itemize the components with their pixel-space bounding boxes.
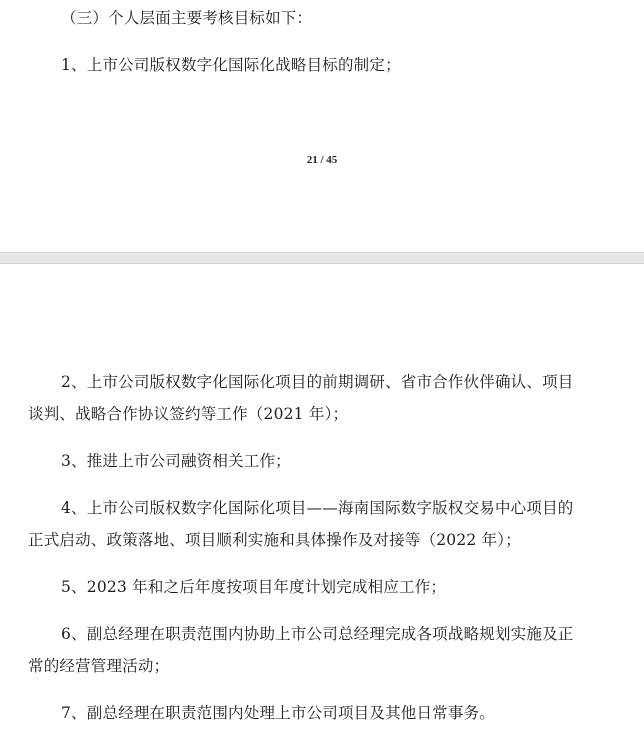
- list-item-6-line-1: 6、副总经理在职责范围内协助上市公司总经理完成各项战略规划实施及正: [61, 625, 574, 643]
- list-item-4-line-1: 4、上市公司版权数字化国际化项目——海南国际数字版权交易中心项目的: [61, 499, 574, 517]
- page-number: 21 / 45: [306, 154, 338, 166]
- section-heading: （三）个人层面主要考核目标如下：: [61, 9, 313, 27]
- list-item-1: 1、上市公司版权数字化国际化战略目标的制定；: [61, 56, 401, 74]
- document-page-22: [0, 264, 644, 736]
- list-item-3: 3、推进上市公司融资相关工作；: [61, 452, 291, 470]
- list-item-4-line-2: 正式启动、政策落地、项目顺利实施和具体操作及对接等（2022 年）；: [28, 531, 521, 549]
- list-item-7: 7、副总经理在职责范围内处理上市公司项目及其他日常事务。: [61, 704, 495, 722]
- document-page-21: [0, 0, 644, 252]
- list-item-2-line-2: 谈判、战略合作协议签约等工作（2021 年）；: [28, 405, 349, 423]
- list-item-2-line-1: 2、上市公司版权数字化国际化项目的前期调研、省市合作伙伴确认、项目: [61, 373, 574, 391]
- page-separator: [0, 252, 644, 264]
- list-item-6-line-2: 常的经营管理活动；: [28, 657, 170, 675]
- list-item-5: 5、2023 年和之后年度按项目年度计划完成相应工作；: [61, 578, 447, 596]
